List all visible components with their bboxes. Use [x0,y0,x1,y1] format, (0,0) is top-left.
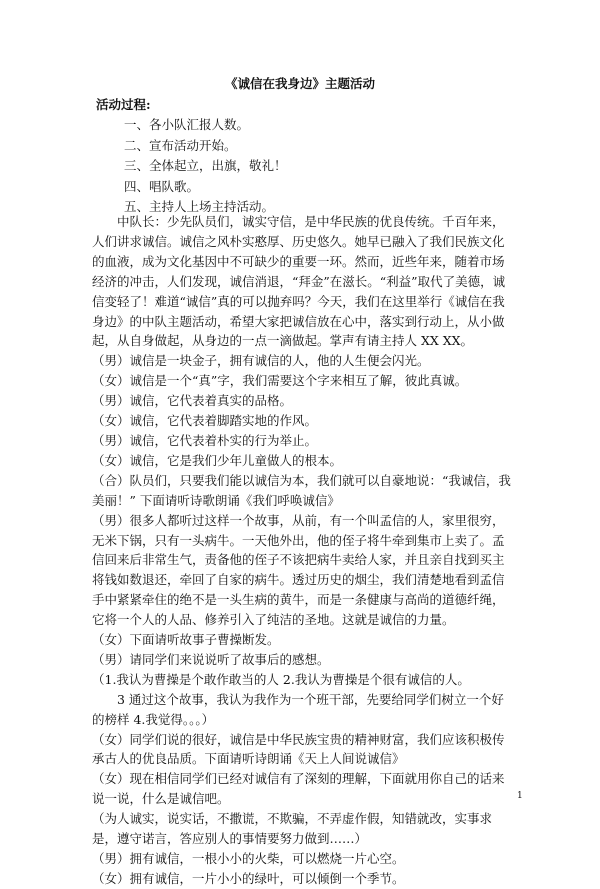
script-body [92,212,516,889]
paragraph: （为人诚实，说实话，不撒谎，不欺骗，不弄虚作假，知错就改，实事求是，遵守诺言，答应别人的事情要努力做到……） [92,811,493,847]
paragraph: （男）拥有诚信，一根小小的火柴，可以燃烧一片心空。 [92,851,405,866]
process-step: 二、宣布活动开始。 [124,137,237,153]
paragraph: （女）下面请听故事子曹操断发。 [92,632,280,648]
process-step: 三、全体起立，出旗，敬礼！ [124,158,287,173]
process-heading: 活动过程: [96,97,151,112]
process-step: 四、唱队歌。 [124,178,200,194]
process-step: 五、主持人上场主持活动。 [124,199,275,214]
paragraph: （女）诚信是一个“真”字，我们需要这个字来相互了解，彼此真诚。 [92,373,468,389]
process-step: 一、各小队汇报人数。 [124,117,250,132]
paragraph: （男）诚信，它代表着真实的品格。 [92,393,293,409]
paragraph: （1.我认为曹操是个敢作敢当的人 2.我认为曹操是个很有诚信的人。 [92,671,470,687]
paragraph: （女）诚信，它代表着脚踏实地的作风。 [92,413,318,429]
paragraph: （女）诚信，它是我们少年儿童做人的根本。 [92,452,343,468]
paragraph: （女）拥有诚信，一片小小的绿叶，可以倾倒一个季节。 [92,870,405,886]
paragraph: 3 通过这个故事，我认为我作为一个班干部，先要给同学们树立一个好的榜样 4.我觉得。。。） [92,691,504,727]
paragraph: （男）诚信，它代表着朴实的行为举止。 [92,432,318,448]
paragraph: （合）队员们，只要我们能以诚信为本，我们就可以自豪地说：“我诚信，我美丽！” 下面请听诗歌朗诵《我们呼唤诚信》 [92,472,511,508]
paragraph: （男）很多人都听过这样一个故事，从前，有一个叫孟信的人，家里很穷，无米下锅，只有一头病牛。一天他外出，他的侄子将牛牵到集市上卖了。孟信回来后非常生气，责备他的侄子不该把病牛卖给人家，并且亲自找到买主将钱如数退还，牵回了自家的病牛。透过历史的烟尘，我们清楚地看到孟信手中紧紧牵住的绝不是一头生病的黄牛，而是一条健康与高尚的道德纤绳，它将一个人的人品、修养引入了纯洁的圣地。这就是诚信的力量。 [92,512,505,628]
paragraph: （男）诚信是一块金子，拥有诚信的人，他的人生便会闪光。 [92,353,430,369]
paragraph: （女）同学们说的很好，诚信是中华民族宝贵的精神财富，我们应该积极传承古人的优良品质。下面请听诗朗诵《天上人间说诚信》 [92,731,505,767]
document-title: 《诚信在我身边》主题活动 [224,76,375,91]
paragraph: （男）请同学们来说说听了故事后的感想。 [92,651,330,667]
process-steps-list [124,115,287,218]
paragraph: （女）现在相信同学们已经对诚信有了深刻的理解，下面就用你自己的话来说一说，什么是诚信吧。 [92,771,505,807]
page-number: 1 [517,791,523,801]
paragraph: 中队长：少先队员们，诚实守信，是中华民族的优良传统。千百年来，人们讲求诚信。诚信之风朴实憨厚、历史悠久。她早已融入了我们民族文化的血液，成为文化基因中不可缺少的重要一环。然而，近些年来，随着市场经济的冲击，人们发现，诚信消退，“拜金”在滋长。“利益”取代了美德，诚信变轻了！难道“诚信”真的可以抛弃吗？今天，我们在这里举行《诚信在我身边》的中队主题活动，希望大家把诚信放在心中，落实到行动上，从小做起，从自身做起，从身边的一点一滴做起。掌声有请主持人 XX XX。 [92,214,506,349]
